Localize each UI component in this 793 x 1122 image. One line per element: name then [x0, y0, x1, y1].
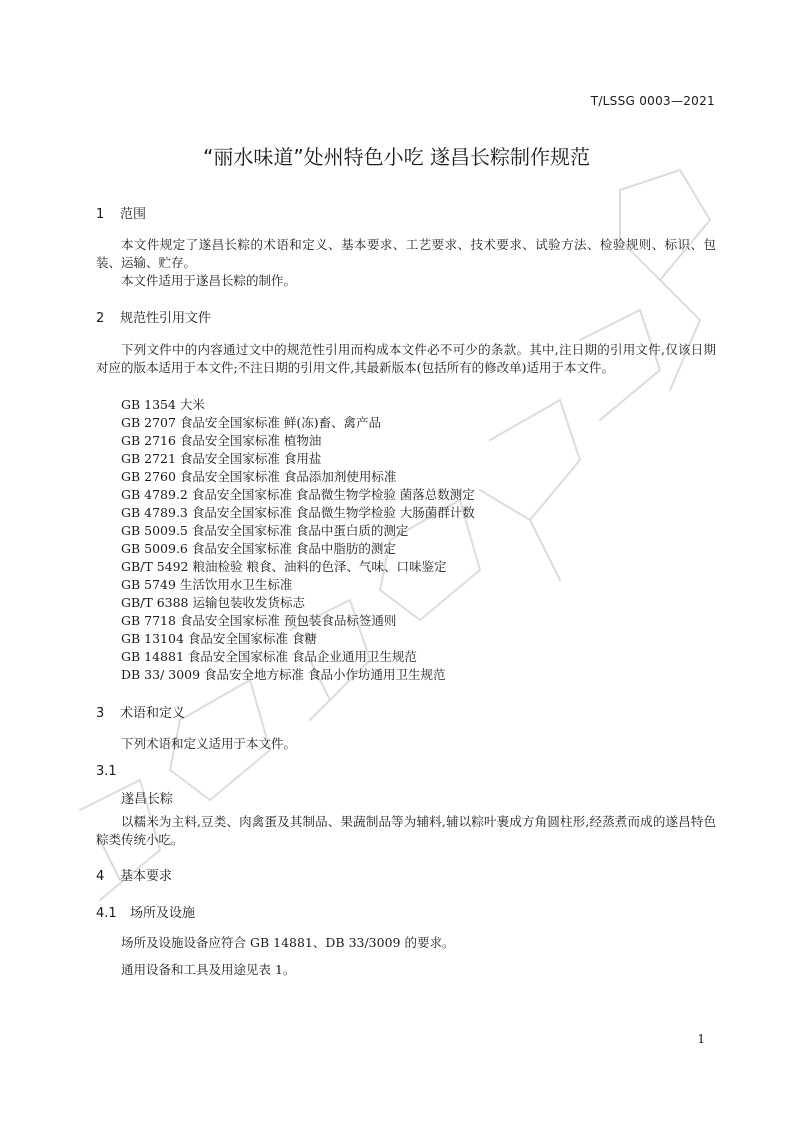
section-4-paragraph-2: 通用设备和工具及用途见表 1。 — [121, 962, 296, 977]
section-title: 规范性引用文件 — [120, 311, 212, 326]
reference-item: GB 5009.5 食品安全国家标准 食品中蛋白质的测定 — [121, 523, 409, 538]
term-definition: 以糯米为主料,豆类、肉禽蛋及其制品、果蔬制品等为辅料,辅以粽叶裹成方角圆柱形,经蒸煮而成的遂昌特色粽类传统小吃。 — [96, 814, 716, 847]
reference-item: GB 1354 大米 — [121, 397, 205, 412]
page-number: 1 — [697, 1032, 705, 1046]
section-number: 1 — [96, 207, 105, 222]
section-title: 基本要求 — [120, 869, 173, 884]
reference-item: GB 2760 食品安全国家标准 食品添加剂使用标准 — [121, 469, 397, 484]
section-2-heading — [96, 307, 211, 326]
reference-item: DB 33/ 3009 食品安全地方标准 食品小作坊通用卫生规范 — [121, 667, 446, 682]
clause-number: 4.1 — [96, 906, 117, 921]
section-3-intro: 下列术语和定义适用于本文件。 — [121, 736, 297, 751]
section-1-paragraph-1: 本文件规定了遂昌长粽的术语和定义、基本要求、工艺要求、技术要求、试验方法、检验规则、标识、包装、运输、贮存。 — [96, 237, 716, 270]
reference-item: GB 5749 生活饮用水卫生标准 — [121, 577, 293, 592]
section-1-paragraph-2: 本文件适用于遂昌长粽的制作。 — [121, 273, 297, 288]
reference-item: GB/T 5492 粮油检验 粮食、油料的色泽、气味、口味鉴定 — [121, 559, 447, 574]
section-4-paragraph-1: 场所及设施设备应符合 GB 14881、DB 33/3009 的要求。 — [121, 935, 455, 950]
section-number: 3 — [96, 706, 105, 721]
reference-item: GB 13104 食品安全国家标准 食糖 — [121, 631, 317, 646]
reference-item: GB/T 6388 运输包装收发货标志 — [121, 595, 305, 610]
subsection-title: 场所及设施 — [130, 906, 196, 921]
reference-item: GB 4789.3 食品安全国家标准 食品微生物学检验 大肠菌群计数 — [121, 505, 475, 520]
section-4-heading — [96, 865, 172, 884]
reference-item: GB 5009.6 食品安全国家标准 食品中脂肪的测定 — [121, 541, 396, 556]
section-title: 术语和定义 — [120, 706, 186, 721]
reference-item: GB 14881 食品安全国家标准 食品企业通用卫生规范 — [121, 649, 417, 664]
reference-item: GB 2721 食品安全国家标准 食用盐 — [121, 451, 322, 466]
section-1-heading — [96, 203, 146, 222]
subsection-4-1-heading — [96, 902, 195, 921]
section-2-intro: 下列文件中的内容通过文中的规范性引用而构成本文件必不可少的条款。其中,注日期的引用文件,仅该日期对应的版本适用于本文件;不注日期的引用文件,其最新版本(包括所有的修改单)适用于本文件。 — [96, 342, 716, 375]
section-title: 范围 — [120, 207, 147, 222]
reference-item: GB 4789.2 食品安全国家标准 食品微生物学检验 菌落总数测定 — [121, 487, 475, 502]
reference-item: GB 2707 食品安全国家标准 鲜(冻)畜、禽产品 — [121, 415, 382, 430]
reference-item: GB 7718 食品安全国家标准 预包装食品标签通则 — [121, 613, 397, 628]
reference-item: GB 2716 食品安全国家标准 植物油 — [121, 433, 322, 448]
section-3-heading — [96, 702, 185, 721]
term-name: 遂昌长粽 — [121, 792, 174, 807]
section-number: 4 — [96, 869, 105, 884]
clause-number: 3.1 — [96, 764, 117, 779]
document-title: “丽水味道”处州特色小吃 遂昌长粽制作规范 — [202, 145, 591, 169]
section-number: 2 — [96, 311, 105, 326]
document-code: T/LSSG 0003—2021 — [590, 94, 715, 108]
